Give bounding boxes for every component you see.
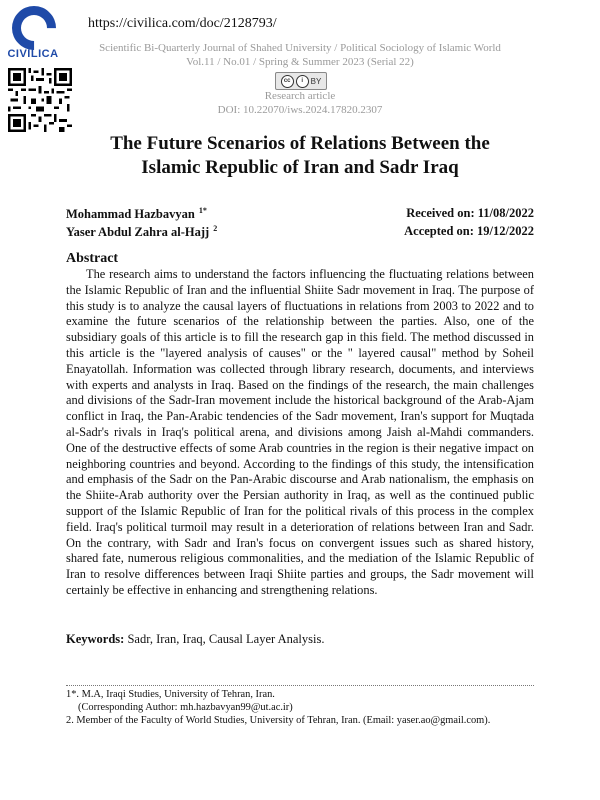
keywords-text: Sadr, Iran, Iraq, Causal Layer Analysis. xyxy=(124,632,325,646)
author-name: Mohammad Hazbavyan xyxy=(66,207,195,222)
keywords-label: Keywords: xyxy=(66,632,125,646)
footnote-divider xyxy=(66,685,534,686)
author-row-1 xyxy=(66,206,534,222)
title-line-2: Islamic Republic of Iran and Sadr Iraq xyxy=(141,157,459,178)
cc-license-badge[interactable] xyxy=(275,72,327,90)
journal-header xyxy=(80,42,520,69)
author-affiliation-mark: 1* xyxy=(198,206,207,215)
abstract-heading: Abstract xyxy=(66,251,119,266)
received-date: Received on: 11/08/2022 xyxy=(406,206,534,220)
article-meta xyxy=(80,90,520,117)
author-row-2 xyxy=(66,224,534,240)
civilica-logo[interactable] xyxy=(4,6,62,60)
keywords xyxy=(66,632,534,647)
doi[interactable]: DOI: 10.22070/iws.2024.17820.2307 xyxy=(217,103,383,116)
author-1 xyxy=(66,206,207,222)
cc-icon: cc xyxy=(281,75,294,88)
document-url[interactable]: https://civilica.com/doc/2128793/ xyxy=(88,16,277,31)
attribution-icon: i xyxy=(296,75,309,88)
accepted-date: Accepted on: 19/12/2022 xyxy=(404,224,534,238)
title-line-1: The Future Scenarios of Relations Between the xyxy=(110,133,490,154)
logo-text: CIVILICA xyxy=(7,48,59,60)
footnote-1: 1*. M.A, Iraqi Studies, University of Tehran, Iran. xyxy=(66,689,275,700)
footnotes xyxy=(66,688,536,727)
abstract-text: The research aims to understand the factors influencing the fluctuating relations between the Islamic Republic of Iran and the influential Shiite Sadr movement in Iraq. The purpose of this study is to analyze the causal layers of fluctuations in relations from 2003 to 2022 and to examine the future scenarios of the relationship between the parties. Also, one of the subsidiary goals of this article is to fill the research gap in this field. The method discussed in this article is the "layered analysis of causes" or the " layered causal" method by Soheil Enayatollah. Information was collected through library research, documents, and interviews with experts and analysts in Iraq. Based on the findings of the research, the main challenges and divisions of the Sadr-Iran movement include the historical background of the Arab-Ajam conflict in Iraq, the Pan-Arabic tendencies of the Sadr movement, Iran's support for Muqtada al-Sadr's rivals in Iraq's political arena, and divisions among Jaish al-Mahdi commanders. One of the destructive effects of some Arab countries in the region is their negative impact on neighboring countries and beyond. According to the findings of this study, the intensification and emphasis of the Sadr on the Pan-Arabic discourse and Arab nationalism, the emphasis on the Shiite-Arab authority over the Persian authority in Iraq, as well as the continued public support of the Islamic Republic of Iran for the political rivals of this process in the complex field. Iraq's political turmoil may result in a deterioration of relations between Iran and Sadr. On the contrary, with Sadr and Iran's focus on convergent issues such as shared history, shared fate, numerous religious commonalities, and the mediation of the Islamic Republic of Iran to resolve differences between Iraqi Shiite parties and groups, the Sadr movement will certainly be effective in enhancing and strengthening relations. xyxy=(66,267,534,597)
footnote-2: 2. Member of the Faculty of World Studies, University of Tehran, Iran. (Email: yaser.ao@gmail.com). xyxy=(66,715,491,726)
author-2 xyxy=(66,224,217,240)
journal-issue: Vol.11 / No.01 / Spring & Summer 2023 (Serial 22) xyxy=(186,55,414,68)
paper-title xyxy=(40,132,560,180)
qr-code-icon xyxy=(8,68,72,132)
author-affiliation-mark: 2 xyxy=(213,224,218,233)
license-label: BY xyxy=(310,76,322,86)
journal-name: Scientific Bi-Quarterly Journal of Shahed University / Political Sociology of Islamic World xyxy=(99,42,501,54)
author-name: Yaser Abdul Zahra al-Hajj xyxy=(66,225,210,240)
footnote-1-contact: (Corresponding Author: mh.hazbavyan99@ut.ac.ir) xyxy=(78,702,293,713)
article-type: Research article xyxy=(264,90,336,102)
